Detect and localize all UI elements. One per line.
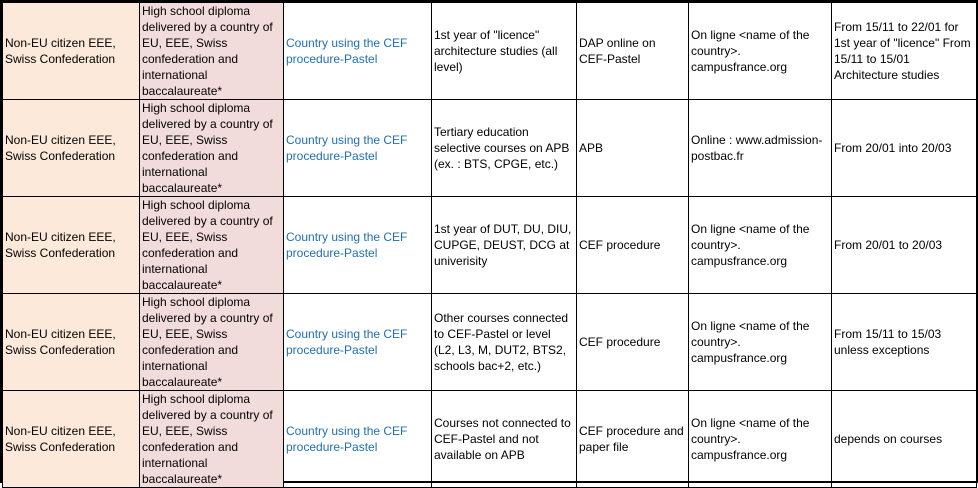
citizen-cell[interactable]: Non-EU citizen EEE, Swiss Confederation bbox=[3, 294, 140, 391]
country-cell[interactable]: Country using the CEF procedure-Pastel bbox=[284, 197, 432, 294]
table-row bbox=[3, 294, 977, 391]
diploma-cell[interactable]: High school diploma delivered by a country of EU, EEE, Swiss confederation and international baccalaureate* bbox=[140, 197, 284, 294]
country-cell[interactable]: Country using the CEF procedure-Pastel bbox=[284, 294, 432, 391]
procedure-cell[interactable]: DAP online on CEF-Pastel bbox=[577, 3, 689, 100]
course-cell[interactable]: Tertiary education selective courses on APB (ex. : BTS, CPGE, etc.) bbox=[432, 100, 577, 197]
dates-cell[interactable]: depends on courses bbox=[832, 391, 977, 488]
diploma-cell[interactable]: High school diploma delivered by a country of EU, EEE, Swiss confederation and international baccalaureate* bbox=[140, 294, 284, 391]
course-cell[interactable]: Other courses connected to CEF-Pastel or level (L2, L3, M, DUT2, BTS2, schools bac+2, etc.) bbox=[432, 294, 577, 391]
admission-table bbox=[2, 2, 977, 488]
country-cell[interactable]: Country using the CEF procedure-Pastel bbox=[284, 391, 432, 488]
table-row bbox=[3, 3, 977, 100]
course-cell[interactable]: 1st year of "licence" architecture studies (all level) bbox=[432, 3, 577, 100]
citizen-cell[interactable]: Non-EU citizen EEE, Swiss Confederation bbox=[3, 391, 140, 488]
course-cell[interactable]: 1st year of DUT, DU, DIU, CUPGE, DEUST, DCG at univerisity bbox=[432, 197, 577, 294]
table-row bbox=[3, 100, 977, 197]
dates-cell[interactable]: From 20/01 to 20/03 bbox=[832, 197, 977, 294]
citizen-cell[interactable]: Non-EU citizen EEE, Swiss Confederation bbox=[3, 100, 140, 197]
dates-cell[interactable]: From 15/11 to 22/01 for 1st year of "licence" From 15/11 to 15/01 Architecture studies bbox=[832, 3, 977, 100]
table-row bbox=[3, 197, 977, 294]
country-cell[interactable]: Country using the CEF procedure-Pastel bbox=[284, 100, 432, 197]
diploma-cell[interactable]: High school diploma delivered by a country of EU, EEE, Swiss confederation and international baccalaureate* bbox=[140, 391, 284, 488]
procedure-cell[interactable]: CEF procedure and paper file bbox=[577, 391, 689, 488]
where-cell[interactable]: On ligne <name of the country>. campusfrance.org bbox=[689, 197, 832, 294]
where-cell[interactable]: On ligne <name of the country>. campusfrance.org bbox=[689, 294, 832, 391]
citizen-cell[interactable]: Non-EU citizen EEE, Swiss Confederation bbox=[3, 197, 140, 294]
procedure-cell[interactable]: CEF procedure bbox=[577, 197, 689, 294]
procedure-cell[interactable]: CEF procedure bbox=[577, 294, 689, 391]
procedure-cell[interactable]: APB bbox=[577, 100, 689, 197]
where-cell[interactable]: Online : www.admission-postbac.fr bbox=[689, 100, 832, 197]
diploma-cell[interactable]: High school diploma delivered by a country of EU, EEE, Swiss confederation and international baccalaureate* bbox=[140, 100, 284, 197]
where-cell[interactable]: On ligne <name of the country>. campusfrance.org bbox=[689, 3, 832, 100]
dates-cell[interactable]: From 20/01 into 20/03 bbox=[832, 100, 977, 197]
where-cell[interactable]: On ligne <name of the country>. campusfrance.org bbox=[689, 391, 832, 488]
citizen-cell[interactable]: Non-EU citizen EEE, Swiss Confederation bbox=[3, 3, 140, 100]
course-cell[interactable]: Courses not connected to CEF-Pastel and not available on APB bbox=[432, 391, 577, 488]
country-cell[interactable]: Country using the CEF procedure-Pastel bbox=[284, 3, 432, 100]
dates-cell[interactable]: From 15/11 to 15/03 unless exceptions bbox=[832, 294, 977, 391]
diploma-cell[interactable]: High school diploma delivered by a country of EU, EEE, Swiss confederation and international baccalaureate* bbox=[140, 3, 284, 100]
table-row bbox=[3, 391, 977, 488]
